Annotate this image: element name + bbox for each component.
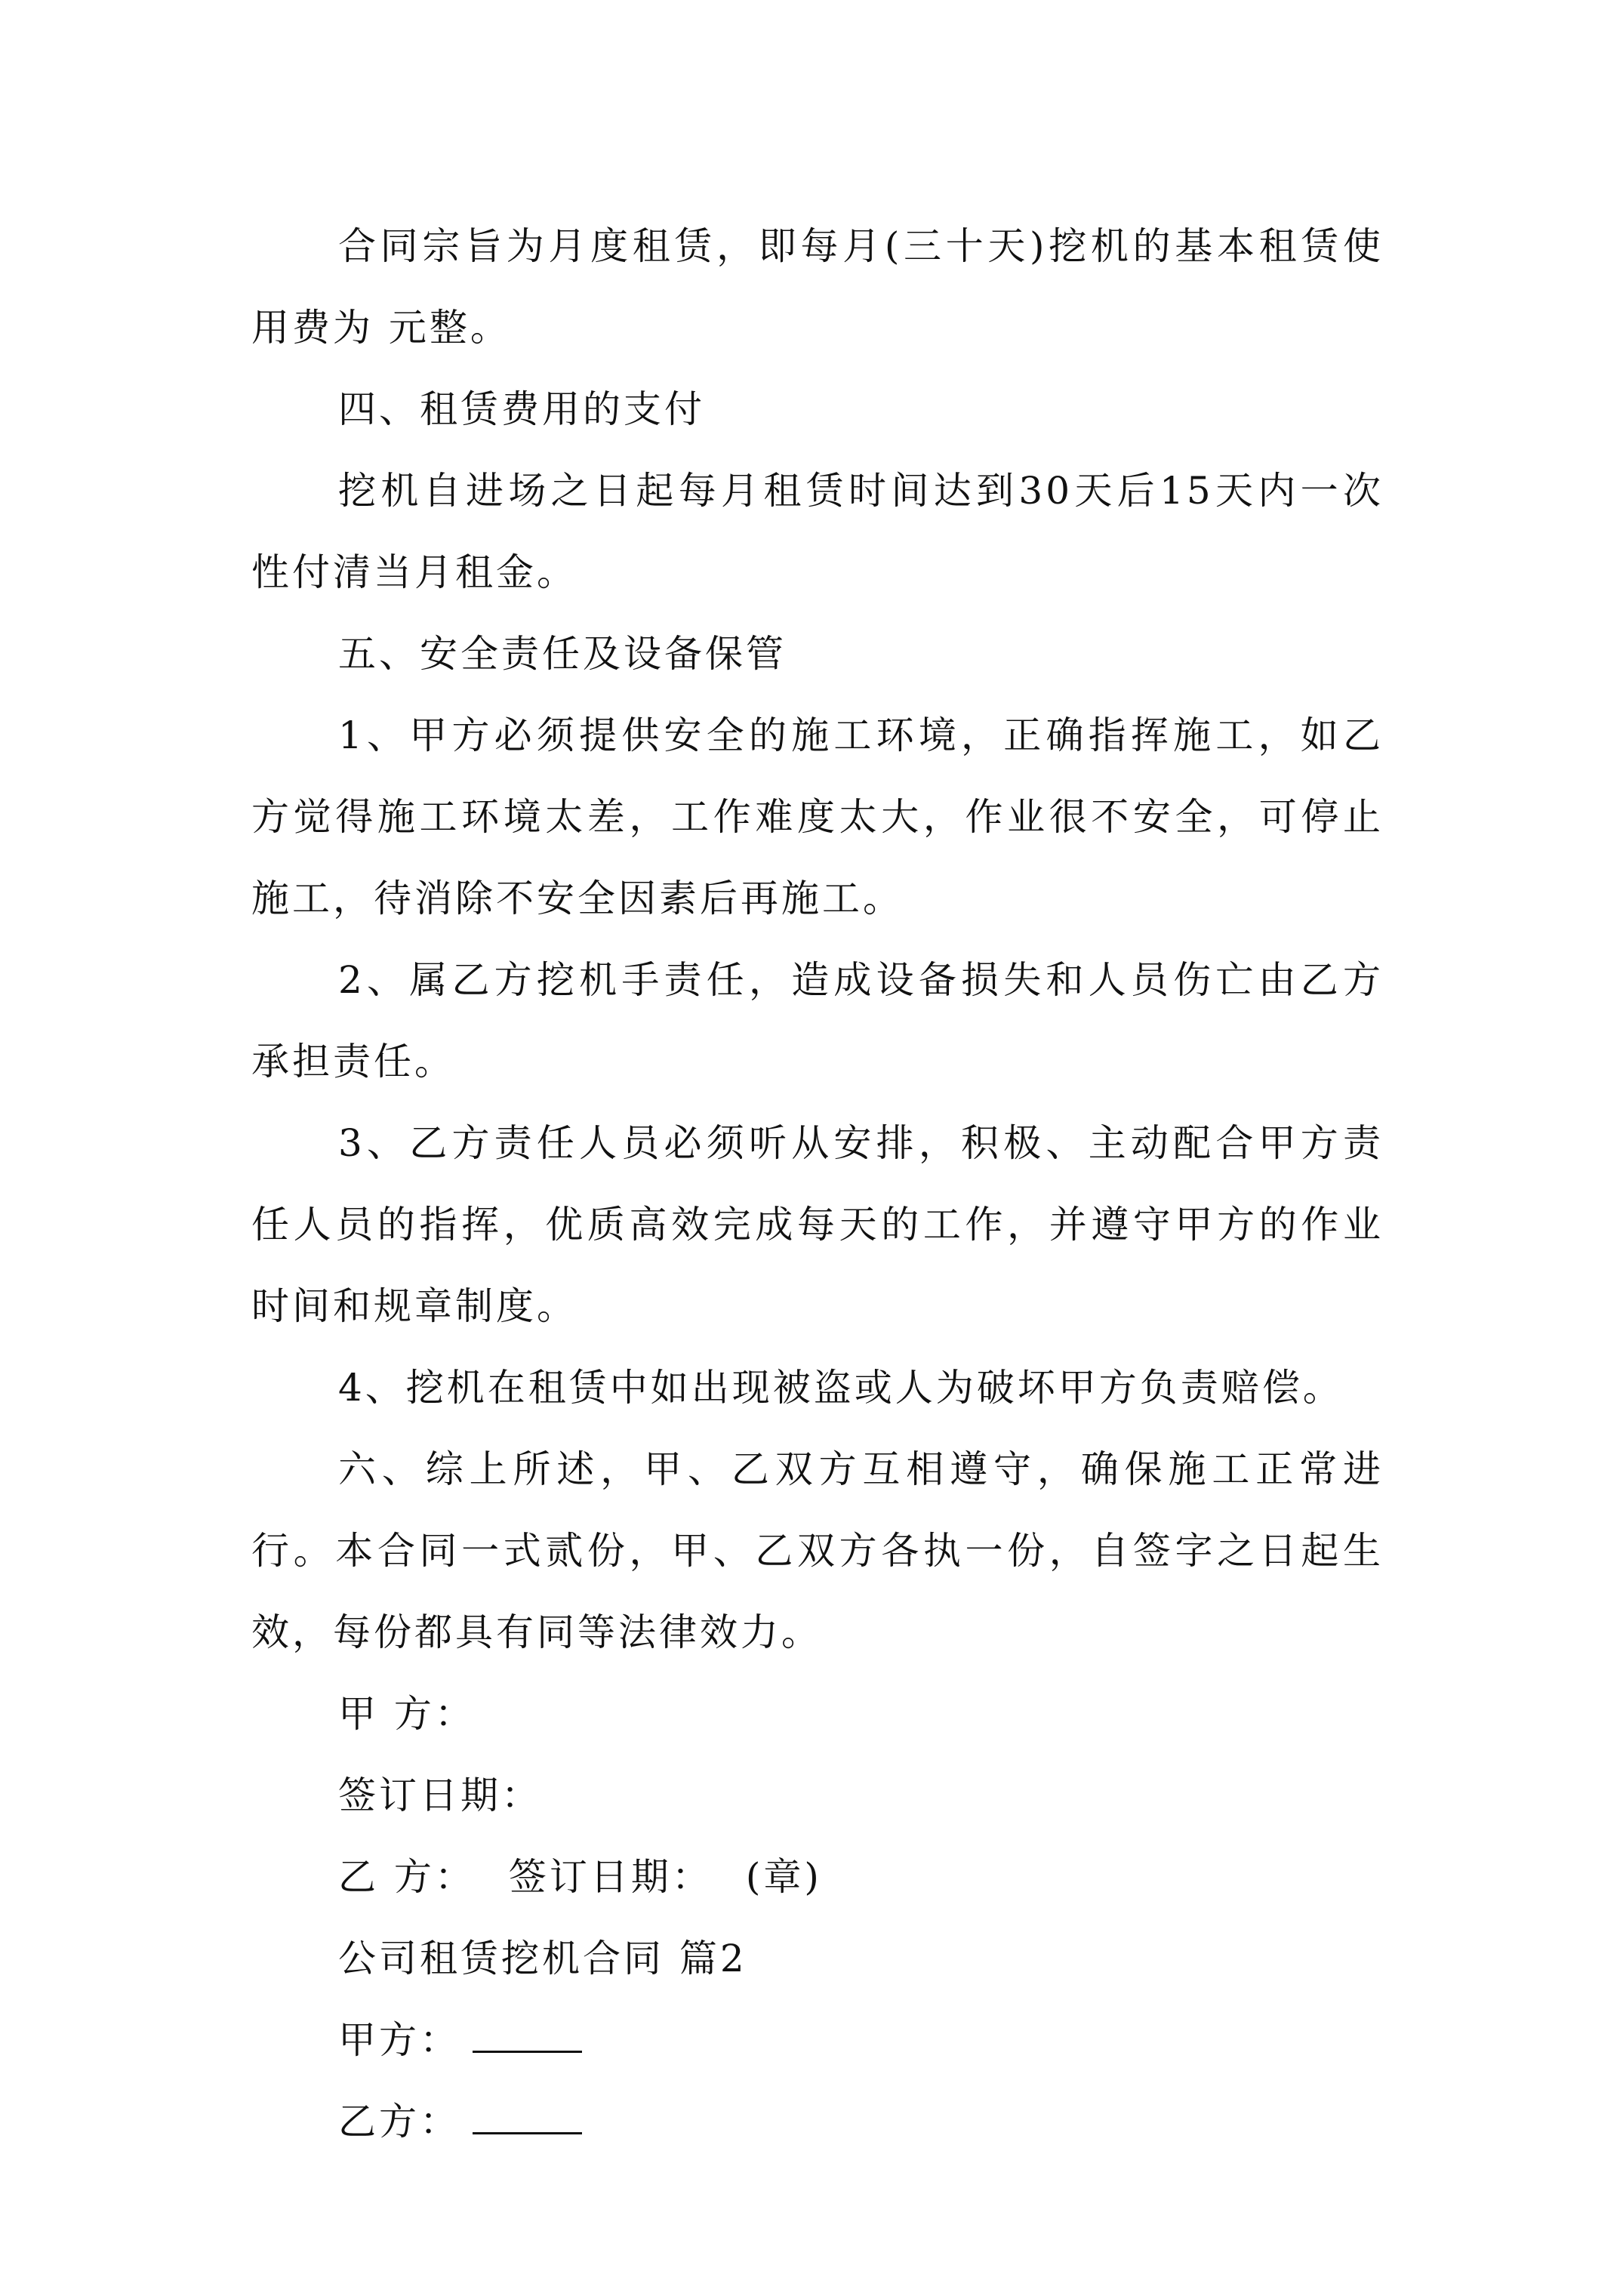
signature-party-a: 甲 方： [338, 1692, 476, 1736]
paragraph-payment-terms: 挖机自进场之日起每月租赁时间达到30天后15天内一次性付清当月租金。 [251, 469, 1384, 594]
party-b-blank-line [473, 2099, 582, 2134]
clause-4-theft-compensation: 4、挖机在租赁中如出现被盗或人为破坏甲方负责赔偿。 [338, 1366, 1344, 1410]
section-2-party-a-label: 甲方： [338, 2018, 460, 2062]
party-a-blank-line [473, 2017, 582, 2053]
section-2-title: 公司租赁挖机合同 篇2 [338, 1937, 747, 1980]
section-2-party-b-row [251, 2081, 1384, 2162]
document-body [251, 205, 1384, 2162]
section-2-party-b-label: 乙方： [338, 2100, 460, 2143]
signature-seal: (章) [745, 1855, 822, 1899]
paragraph-rent-purpose: 合同宗旨为月度租赁，即每月(三十天)挖机的基本租赁使用费为 元整。 [251, 224, 1384, 350]
signature-sign-date: 签订日期： [338, 1774, 542, 1817]
signature-party-b-date: 签订日期： [508, 1855, 713, 1899]
signature-party-b-row [251, 1836, 1384, 1918]
heading-rent-payment: 四、租赁费用的支付 [338, 387, 705, 431]
clause-2-operator-responsibility: 2、属乙方挖机手责任，造成设备损失和人员伤亡由乙方承担责任。 [251, 958, 1384, 1083]
signature-party-b: 乙 方： [338, 1855, 476, 1899]
clause-3-obey-arrangement: 3、乙方责任人员必须听从安排，积极、主动配合甲方责任人员的指挥，优质高效完成每天的工作，并遵守甲方的作业时间和规章制度。 [251, 1121, 1384, 1328]
clause-1-safe-environment: 1、甲方必须提供安全的施工环境，正确指挥施工，如乙方觉得施工环境太差，工作难度太大，作业很不安全，可停止施工，待消除不安全因素后再施工。 [251, 713, 1384, 920]
section-2-party-a-row [251, 1999, 1384, 2081]
heading-safety-responsibility: 五、安全责任及设备保管 [338, 632, 787, 676]
paragraph-conclusion: 六、综上所述，甲、乙双方互相遵守，确保施工正常进行。本合同一式贰份，甲、乙双方各执一份，自签字之日起生效，每份都具有同等法律效力。 [251, 1447, 1384, 1654]
